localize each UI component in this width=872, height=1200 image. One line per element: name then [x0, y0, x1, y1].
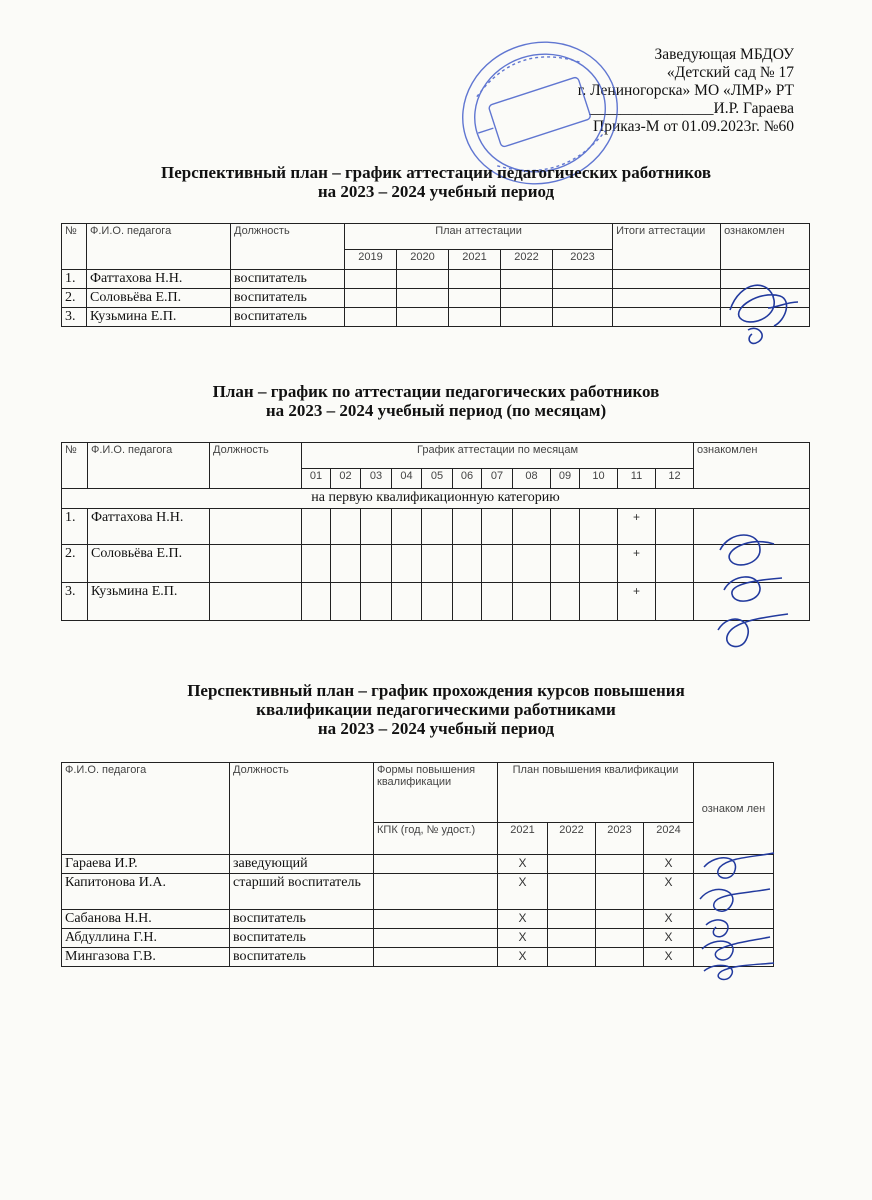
year-cell: 2020 [397, 250, 449, 270]
month-cell: 06 [453, 469, 482, 489]
year-cell: 2019 [345, 250, 397, 270]
approval-line-5: Приказ-М от 01.09.2023г. №60 [593, 118, 794, 135]
header-ack: ознакомлен [721, 224, 810, 270]
section3-title-line2: квалификации педагогическими работниками [256, 700, 616, 719]
month-cell: 09 [551, 469, 580, 489]
year-cell: 2021 [449, 250, 501, 270]
row-name: Соловьёва Е.П. [88, 545, 210, 583]
x-mark: Х [644, 910, 694, 929]
header-name: Ф.И.О. педагога [88, 443, 210, 489]
table-row [62, 289, 810, 308]
table-row [62, 874, 774, 910]
table-row [62, 545, 810, 583]
section3-title [0, 681, 872, 738]
year-cell: 2023 [553, 250, 613, 270]
row-name: Фаттахова Н.Н. [88, 509, 210, 545]
table-row [62, 855, 774, 874]
month-cell: 01 [302, 469, 331, 489]
header-results: Итоги аттестации [613, 224, 721, 270]
x-mark: Х [644, 855, 694, 874]
section2-title-line1: План – график по аттестации педагогических работников [212, 382, 660, 401]
month-cell: 04 [392, 469, 422, 489]
year-cell: 2022 [548, 823, 596, 855]
row-num: 3. [62, 308, 87, 327]
plus-mark: + [618, 509, 656, 545]
category-row: на первую квалификационную категорию [62, 489, 810, 509]
header-position: Должность [231, 224, 345, 270]
row-name: Кузьмина Е.П. [87, 308, 231, 327]
table-row [62, 910, 774, 929]
monthly-attestation-table [61, 442, 810, 621]
table-row [62, 509, 810, 545]
row-name: Сабанова Н.Н. [62, 910, 230, 929]
row-name: Абдуллина Г.Н. [62, 929, 230, 948]
header-name: Ф.И.О. педагога [62, 763, 230, 855]
approval-line-1: Заведующая МБДОУ [654, 46, 794, 63]
header-schedule: График аттестации по месяцам [302, 443, 694, 469]
row-position: воспитатель [230, 948, 374, 967]
year-cell: 2023 [596, 823, 644, 855]
row-position: воспитатель [230, 929, 374, 948]
header-position: Должность [230, 763, 374, 855]
row-position: воспитатель [231, 308, 345, 327]
section2-title-line2: на 2023 – 2024 учебный период (по месяцам) [265, 401, 607, 420]
plus-mark: + [618, 583, 656, 621]
x-mark: Х [498, 929, 548, 948]
header-ack: ознакомлен [694, 443, 810, 489]
section1-title-line1: Перспективный план – график аттестации педагогических работников [160, 163, 712, 182]
row-name: Мингазова Г.В. [62, 948, 230, 967]
approval-line-2: «Детский сад № 17 [666, 64, 794, 81]
year-cell: 2021 [498, 823, 548, 855]
year-cell: 2022 [501, 250, 553, 270]
x-mark: Х [498, 874, 548, 910]
section2-title [0, 382, 872, 420]
section1-title-line2: на 2023 – 2024 учебный период [317, 182, 555, 201]
header-num: № [62, 443, 88, 489]
row-position: воспитатель [230, 910, 374, 929]
x-mark: Х [644, 929, 694, 948]
month-cell: 05 [422, 469, 453, 489]
month-cell: 11 [618, 469, 656, 489]
row-name: Капитонова И.А. [62, 874, 230, 910]
section3-title-line3: на 2023 – 2024 учебный период [317, 719, 555, 738]
row-num: 1. [62, 270, 87, 289]
row-name: Кузьмина Е.П. [88, 583, 210, 621]
month-cell: 02 [331, 469, 361, 489]
qualification-courses-table [61, 762, 774, 967]
header-forms: Формы повышения квалификации [374, 763, 498, 823]
table-row [62, 270, 810, 289]
attestation-plan-table [61, 223, 810, 327]
row-num: 1. [62, 509, 88, 545]
year-cell: 2024 [644, 823, 694, 855]
header-position: Должность [210, 443, 302, 489]
header-kpk: КПК (год, № удост.) [374, 823, 498, 855]
x-mark: Х [498, 948, 548, 967]
row-position: воспитатель [231, 289, 345, 308]
header-plan: План аттестации [345, 224, 613, 250]
table-row [62, 308, 810, 327]
header-ack: ознаком лен [694, 763, 774, 855]
x-mark: Х [498, 855, 548, 874]
header-plan: План повышения квалификации [498, 763, 694, 823]
plus-mark: + [618, 545, 656, 583]
row-position: старший воспитатель [230, 874, 374, 910]
row-name: Фаттахова Н.Н. [87, 270, 231, 289]
row-num: 2. [62, 545, 88, 583]
x-mark: Х [644, 948, 694, 967]
section1-title [0, 163, 872, 201]
x-mark: Х [644, 874, 694, 910]
row-num: 2. [62, 289, 87, 308]
approval-line-3: г. Лениногорска» МО «ЛМР» РТ [577, 82, 794, 99]
month-cell: 08 [513, 469, 551, 489]
table-row [62, 929, 774, 948]
row-name: Соловьёва Е.П. [87, 289, 231, 308]
row-num: 3. [62, 583, 88, 621]
approval-line-4: ________________И.Р. Гараева [589, 100, 794, 117]
table-row [62, 583, 810, 621]
month-cell: 07 [482, 469, 513, 489]
month-cell: 10 [580, 469, 618, 489]
header-num: № [62, 224, 87, 270]
row-name: Гараева И.Р. [62, 855, 230, 874]
header-name: Ф.И.О. педагога [87, 224, 231, 270]
section3-title-line1: Перспективный план – график прохождения курсов повышения [187, 681, 685, 700]
row-position: воспитатель [231, 270, 345, 289]
x-mark: Х [498, 910, 548, 929]
month-cell: 03 [361, 469, 392, 489]
month-cell: 12 [656, 469, 694, 489]
row-position: заведующий [230, 855, 374, 874]
table-row [62, 948, 774, 967]
